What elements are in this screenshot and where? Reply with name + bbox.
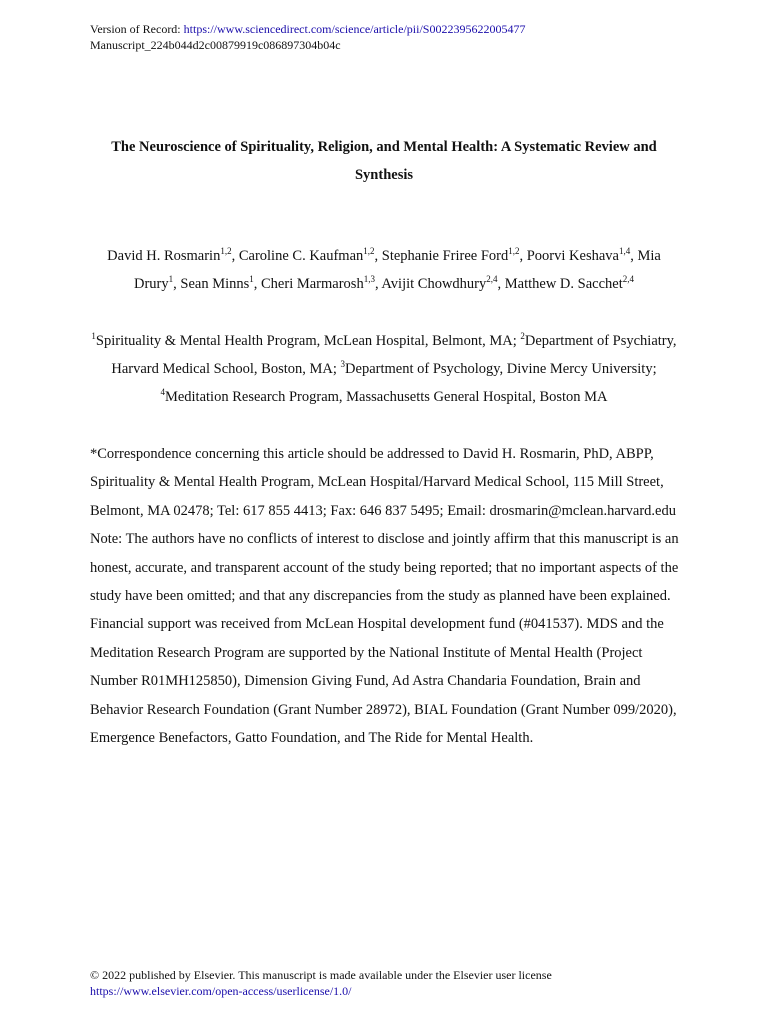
- author: [527, 248, 638, 264]
- author-name: David H. Rosmarin: [107, 248, 221, 264]
- author: [239, 248, 382, 264]
- author-name: Matthew D. Sacchet: [504, 276, 623, 292]
- author: [382, 248, 527, 264]
- author-affiliation-marker: 1,3: [363, 274, 375, 285]
- author-name: Sean Minns: [180, 276, 250, 292]
- disclosure-note: Note: The authors have no conflicts of interest to disclose and jointly affirm that this manuscript is an honest, accurate, and transparent account of the study being reported; that no important aspects of the study have been omitted; and that any discrepancies from the study as planned have been explained. Financial support was received from McLean Hospital development fund (#041537). MDS and the Meditation Research Program are supported by the National Institute of Mental Health (Project Number R01MH125850), Dimension Giving Fund, Ad Astra Chandaria Foundation, Brain and Behavior Research Foundation (Grant Number 28972), BIAL Foundation (Grant Number 099/2020), Emergence Benefactors, Gatto Foundation, and The Ride for Mental Health.: [90, 531, 679, 747]
- affiliation-marker: 4: [160, 387, 165, 398]
- author-affiliation-marker: 1,2: [363, 246, 375, 257]
- author-affiliation-marker: 1,4: [618, 246, 631, 257]
- author-name: Mia Drury: [134, 248, 661, 292]
- author-separator: ,: [173, 276, 181, 292]
- author-affiliation-marker: 1: [249, 274, 254, 285]
- author-separator: ,: [374, 248, 382, 264]
- author-separator: ,: [497, 276, 505, 292]
- correspondence-paragraph: *Correspondence concerning this article should be addressed to David H. Rosmarin, PhD, ABPP, Spirituality & Mental Health Program, McLean Hospital/Harvard Medical School, 115 Mill Street, Belmont, MA 02478; Tel: 617 855 4413; Fax: 646 837 5495; Email: drosmarin@mclean.harvard.edu: [90, 446, 676, 519]
- author-name: Avijit Chowdhury: [381, 276, 487, 292]
- author-affiliation-marker: 2,4: [486, 274, 498, 285]
- version-of-record-label: Version of Record:: [90, 22, 184, 36]
- author-name: Cheri Marmarosh: [261, 276, 364, 292]
- author-separator: ,: [519, 248, 527, 264]
- correspondence-block: [90, 440, 682, 752]
- affiliation-marker: 2: [520, 331, 525, 342]
- author: [107, 248, 239, 264]
- author-separator: ,: [630, 248, 638, 264]
- affiliation: [91, 333, 520, 349]
- author-name: Stephanie Friree Ford: [381, 248, 509, 264]
- author-affiliation-marker: 2,4: [622, 274, 634, 285]
- license-text: © 2022 published by Elsevier. This manuscript is made available under the Elsevier user license: [90, 968, 552, 982]
- manuscript-id: Manuscript_224b044d2c00879919c086897304b04c: [90, 38, 341, 52]
- affiliation-marker: 1: [91, 331, 96, 342]
- affiliation-text: Meditation Research Program, Massachusetts General Hospital, Boston MA: [164, 389, 608, 405]
- author: [180, 276, 261, 292]
- author-affiliation-marker: 1: [168, 274, 174, 285]
- affiliation-text: Department of Psychiatry, Harvard Medical School, Boston, MA;: [111, 333, 677, 377]
- author-affiliation-marker: 1,2: [220, 246, 232, 257]
- author-separator: ,: [374, 276, 382, 292]
- author: [505, 276, 634, 292]
- record-header: [90, 21, 525, 53]
- author-separator: ,: [253, 276, 262, 292]
- license-link[interactable]: https://www.elsevier.com/open-access/userlicense/1.0/: [90, 984, 352, 998]
- author-name: Poorvi Keshava: [526, 248, 619, 264]
- version-of-record-line: [90, 21, 525, 37]
- affiliations: [90, 327, 678, 411]
- affiliation: [160, 389, 607, 405]
- author-separator: ,: [231, 248, 239, 264]
- affiliation-marker: 3: [340, 359, 346, 370]
- affiliation-text: Spirituality & Mental Health Program, McLean Hospital, Belmont, MA;: [95, 333, 521, 349]
- author-name: Caroline C. Kaufman: [238, 248, 364, 264]
- author-list: [86, 242, 682, 298]
- license-footer: [90, 967, 552, 999]
- author: [261, 276, 381, 292]
- paper-title: The Neuroscience of Spirituality, Religion, and Mental Health: A Systematic Review and Synthesis: [111, 139, 657, 183]
- affiliation-text: Department of Psychology, Divine Mercy University;: [345, 361, 657, 377]
- affiliation: [341, 361, 657, 377]
- author-affiliation-marker: 1,2: [508, 246, 520, 257]
- version-of-record-link[interactable]: https://www.sciencedirect.com/science/article/pii/S0022395622005477: [183, 22, 526, 36]
- author: [381, 276, 504, 292]
